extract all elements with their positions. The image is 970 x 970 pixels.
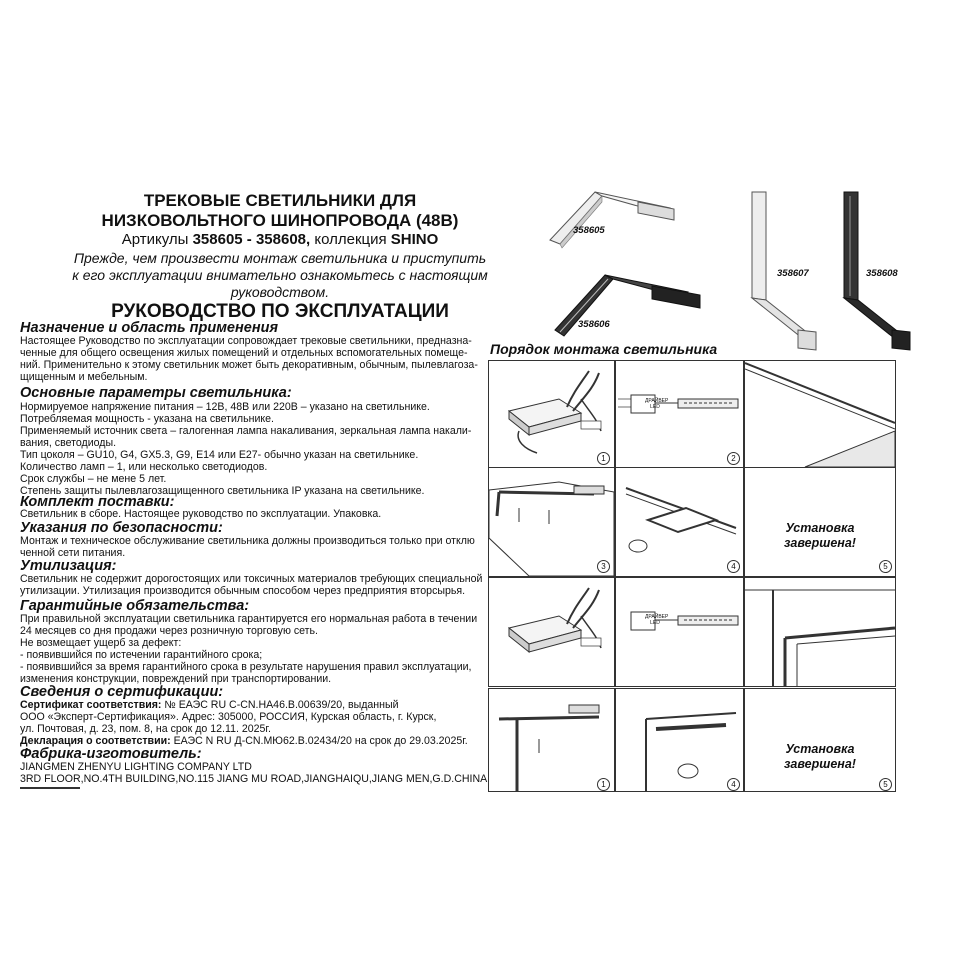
collection-prefix: коллекция [310,231,391,248]
install-complete-text [770,521,870,551]
product-label-358605: 358605 [573,225,605,236]
install-complete-line1: Установка [785,521,855,535]
ceiling-corner-illustration [745,361,895,467]
step-number: 1 [597,778,610,791]
text-line: - появившийся по истечении гарантийного срока; [20,649,263,661]
track-install-illustration [489,468,614,576]
text-line: Потребляемая мощность - указана на светильнике. [20,413,274,425]
articles-line [30,230,530,249]
driver-label: ДРАЙВЕР LED [645,398,669,410]
step-panel-5 [615,467,744,577]
step-number: 4 [727,560,740,573]
wall-corner-illustration [745,578,895,686]
product-label-358606: 358606 [578,319,610,330]
step-number: 2 [727,452,740,465]
step-panel-4 [488,467,615,577]
section-title-safety: Указания по безопасности: [20,520,223,536]
step-panel-10 [488,688,615,792]
product-label-358608: 358608 [866,268,898,279]
section-disposal [20,573,482,597]
text-line: При правильной эксплуатации светильника гарантируется его нормальная работа в течении [20,613,478,625]
cut-off-text [20,786,100,790]
mounting-title: Порядок монтажа светильника [490,341,718,357]
section-kit [20,508,381,520]
driver-label: ДРАЙВЕР LED [645,614,669,626]
intro-line3: руководством. [230,284,330,300]
intro-line2: к его эксплуатации внимательно ознакомьтесь с настоящим [72,267,488,283]
articles-prefix: Артикулы [121,231,193,248]
section-title-purpose: Назначение и область применения [20,320,278,336]
cert-number: № ЕАЭС RU C-CN.HA46.B.00639/20, выданный [161,699,399,711]
text-line: ООО «Эксперт-Сертификация». Адрес: 305000, РОССИЯ, Курская область, г. Курск, [20,711,437,723]
step-panel-3 [744,360,896,468]
section-purpose [20,335,478,383]
wall-track-install-illustration [489,689,614,791]
text-line: Светильник в сборе. Настоящее руководство по эксплуатации. Упаковка. [20,508,382,520]
driver-track-illustration [616,361,743,467]
text-line: Нормируемое напряжение питания – 12В, 48В или 220В – указано на светильнике. [20,401,430,413]
driver-connection-illustration [489,361,614,467]
text-line: Настоящее Руководство по эксплуатации сопровождает трековые светильники, предназна- [20,335,472,347]
install-complete-line2: завершена! [784,757,856,771]
text-line: утилизации. Утилизация производится обычным способом через предприятия вторсырья. [20,585,466,597]
section-title-disposal: Утилизация: [20,558,117,574]
step-panel-11 [615,688,744,792]
section-title-factory: Фабрика-изготовитель: [20,746,202,762]
text-line: щищенным и мебельным. [20,371,148,383]
text-line: вания, светодиоды. [20,437,117,449]
section-warranty [20,613,477,685]
step-panel-9 [744,577,896,687]
text-line: ний. Применительно к этому светильник может быть декоративным, обычным, пылевлагозa- [20,359,478,371]
text-line: Срок службы – не мене 5 лет. [20,473,167,485]
luminaire-insert-illustration [616,468,743,576]
section-title-params: Основные параметры светильника: [20,385,292,401]
manual-title: РУКОВОДСТВО ПО ЭКСПЛУАТАЦИИ [111,301,449,322]
text-line: JIANGMEN ZHENYU LIGHTING COMPANY LTD [20,761,252,773]
text-line: Степень защиты пылевлагозащищенного светильника IP указана на светильнике. [20,485,425,497]
text-line: ченные для общего освещения жилых помещений и отдельных вспомогательных помеще- [20,347,468,359]
step-panel-1 [488,360,615,468]
step-panel-7 [488,577,615,687]
install-complete-line2: завершена! [784,536,856,550]
step-number: 5 [879,778,892,791]
driver-connection-illustration-2 [489,578,614,686]
cert-label: Сертификат соответствия: [20,699,162,711]
collection-name: SHINO [390,231,439,248]
install-complete-text [770,742,870,772]
text-line [20,699,468,711]
text-line: 3RD FLOOR,NO.4TH BUILDING,NO.115 JIANG MU ROAD,JIANGHAIQU,JIANG MEN,G.D.CHINA [20,773,488,785]
text-line: Не возмещает ущерб за дефект: [20,637,182,649]
step-panel-12 [744,688,896,792]
section-title-kit: Комплект поставки: [20,494,175,510]
decl-label: Декларация о соответствии: [20,735,171,747]
step-number: 3 [597,560,610,573]
text-line: Количество ламп – 1, или несколько светодиодов. [20,461,268,473]
intro-line1: Прежде, чем произвести монтаж светильника и приступить [73,250,487,266]
section-title-warranty: Гарантийные обязательства: [20,598,250,614]
text-line: Светильник не содержит дорогостоящих или токсичных материалов требующих специальной [20,573,483,585]
decl-number: ЕАЭС N RU Д-CN.МЮ62.В.02434/20 на срок до 29.03.2025г. [170,735,468,747]
text-line: Применяемый источник света – галогенная лампа накаливания, зеркальная лампа накали- [20,425,472,437]
step-panel-8 [615,577,744,687]
driver-track-illustration-2 [616,578,743,686]
doc-title-line2: НИЗКОВОЛЬТНОГО ШИНОПРОВОДА (48В) [101,211,459,230]
step-number: 1 [597,452,610,465]
step-panel-2 [615,360,744,468]
doc-title-line1: ТРЕКОВЫЕ СВЕТИЛЬНИКИ ДЛЯ [143,191,417,210]
text-line: ул. Почтовая, д. 23, пом. 8, на срок до 12.11. 2025г. [20,723,271,735]
section-factory [20,761,487,785]
install-complete-line1: Установка [785,742,855,756]
text-line: Тип цоколя – GU10, G4, GX5.3, G9, E14 или E27- обычно указан на светильнике. [20,449,419,461]
section-safety [20,535,475,559]
product-label-358607: 358607 [777,268,809,279]
text-line: 24 месяцев со дня продажи через розничную торговую сеть. [20,625,318,637]
articles-range: 358605 - 358608, [192,231,311,248]
text-line: ченной сети питания. [20,547,126,559]
section-cert [20,699,468,747]
step-number: 5 [879,560,892,573]
section-title-cert: Сведения о сертификации: [20,684,224,700]
text-line: Монтаж и техническое обслуживание светильника должны производиться только при отклю [20,535,475,547]
text-line: - появившийся за время гарантийного срока в результате нарушения правил эксплуатации, [20,661,472,673]
section-params [20,401,471,497]
text-line: изменения конструкции, повреждений при транспортировании. [20,673,332,685]
wall-luminaire-insert-illustration [616,689,743,791]
step-number: 4 [727,778,740,791]
